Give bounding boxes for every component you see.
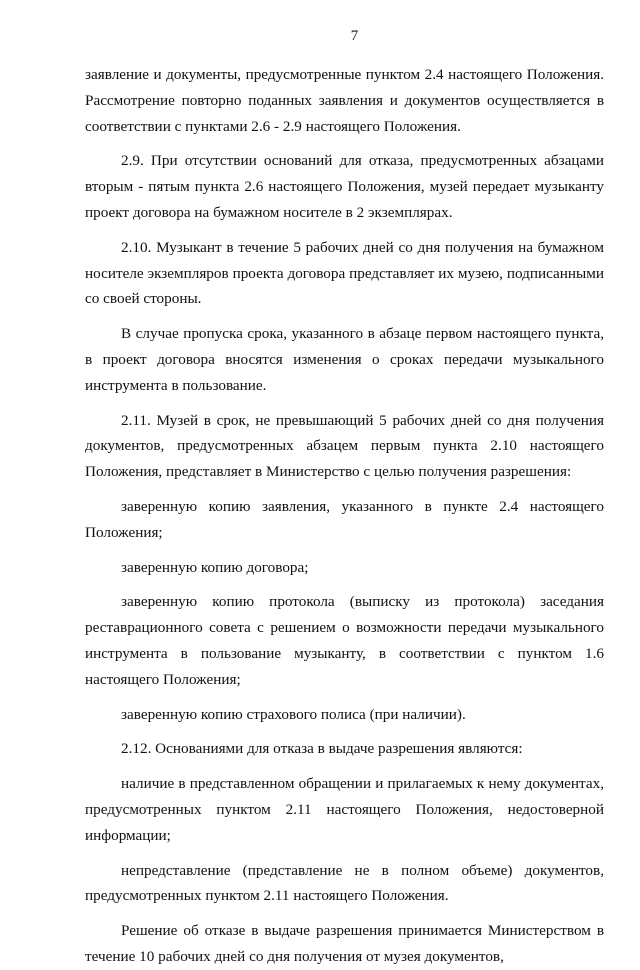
list-item-false-info: наличие в представленном обращении и прилагаемых к нему документах, предусмотренных пунктом 2.11 настоящего Положения, недостоверной информации; [85,775,604,844]
list-item-insurance-copy: заверенную копию страхового полиса (при наличии). [121,705,466,723]
paragraph-2-12: 2.12. Основаниями для отказа в выдаче разрешения являются: [121,740,523,758]
page-number: 7 [350,28,359,44]
paragraph-2-9: 2.9. При отсутствии оснований для отказа, предусмотренных абзацами вторым - пятым пункта 2.6 настоящего Положения, музей передает музыканту проект договора на бумажном носителе в 2 экземплярах. [85,152,604,221]
paragraph-refusal-decision: Решение об отказе в выдаче разрешения принимается Министерством в течение 10 рабочих дней со дня получения от музея документов, [85,922,604,965]
list-item-incomplete-docs: непредставление (представление не в полном объеме) документов, предусмотренных пунктом 2.11 настоящего Положения. [85,861,604,905]
paragraph-continuation: заявление и документы, предусмотренные пунктом 2.4 настоящего Положения. Рассмотрение повторно поданных заявления и документов осуществляется в соответствии с пунктами 2.6 - 2.9 настоящего Положения. [85,66,604,135]
list-item-contract-copy: заверенную копию договора; [121,558,309,576]
paragraph-deadline-miss: В случае пропуска срока, указанного в абзаце первом настоящего пункта, в проект договора вносятся изменения о сроках передачи музыкального инструмента в пользование. [85,325,604,394]
list-item-application-copy: заверенную копию заявления, указанного в пункте 2.4 настоящего Положения; [85,497,604,541]
paragraph-2-11: 2.11. Музей в срок, не превышающий 5 рабочих дней со дня получения документов, предусмотренных абзацем первым пункта 2.10 настоящего Положения, представляет в Министерство с целью получения разрешения: [85,411,604,481]
list-item-protocol-copy: заверенную копию протокола (выписку из протокола) заседания реставрационного совета с решением о возможности передачи музыкального инструмента в пользование музыканту, в соответствии с пунктом 1.6 настоящего Положения; [85,593,604,688]
paragraph-2-10: 2.10. Музыкант в течение 5 рабочих дней со дня получения на бумажном носителе экземпляров проекта договора представляет их музею, подписанными со своей стороны. [85,238,604,308]
